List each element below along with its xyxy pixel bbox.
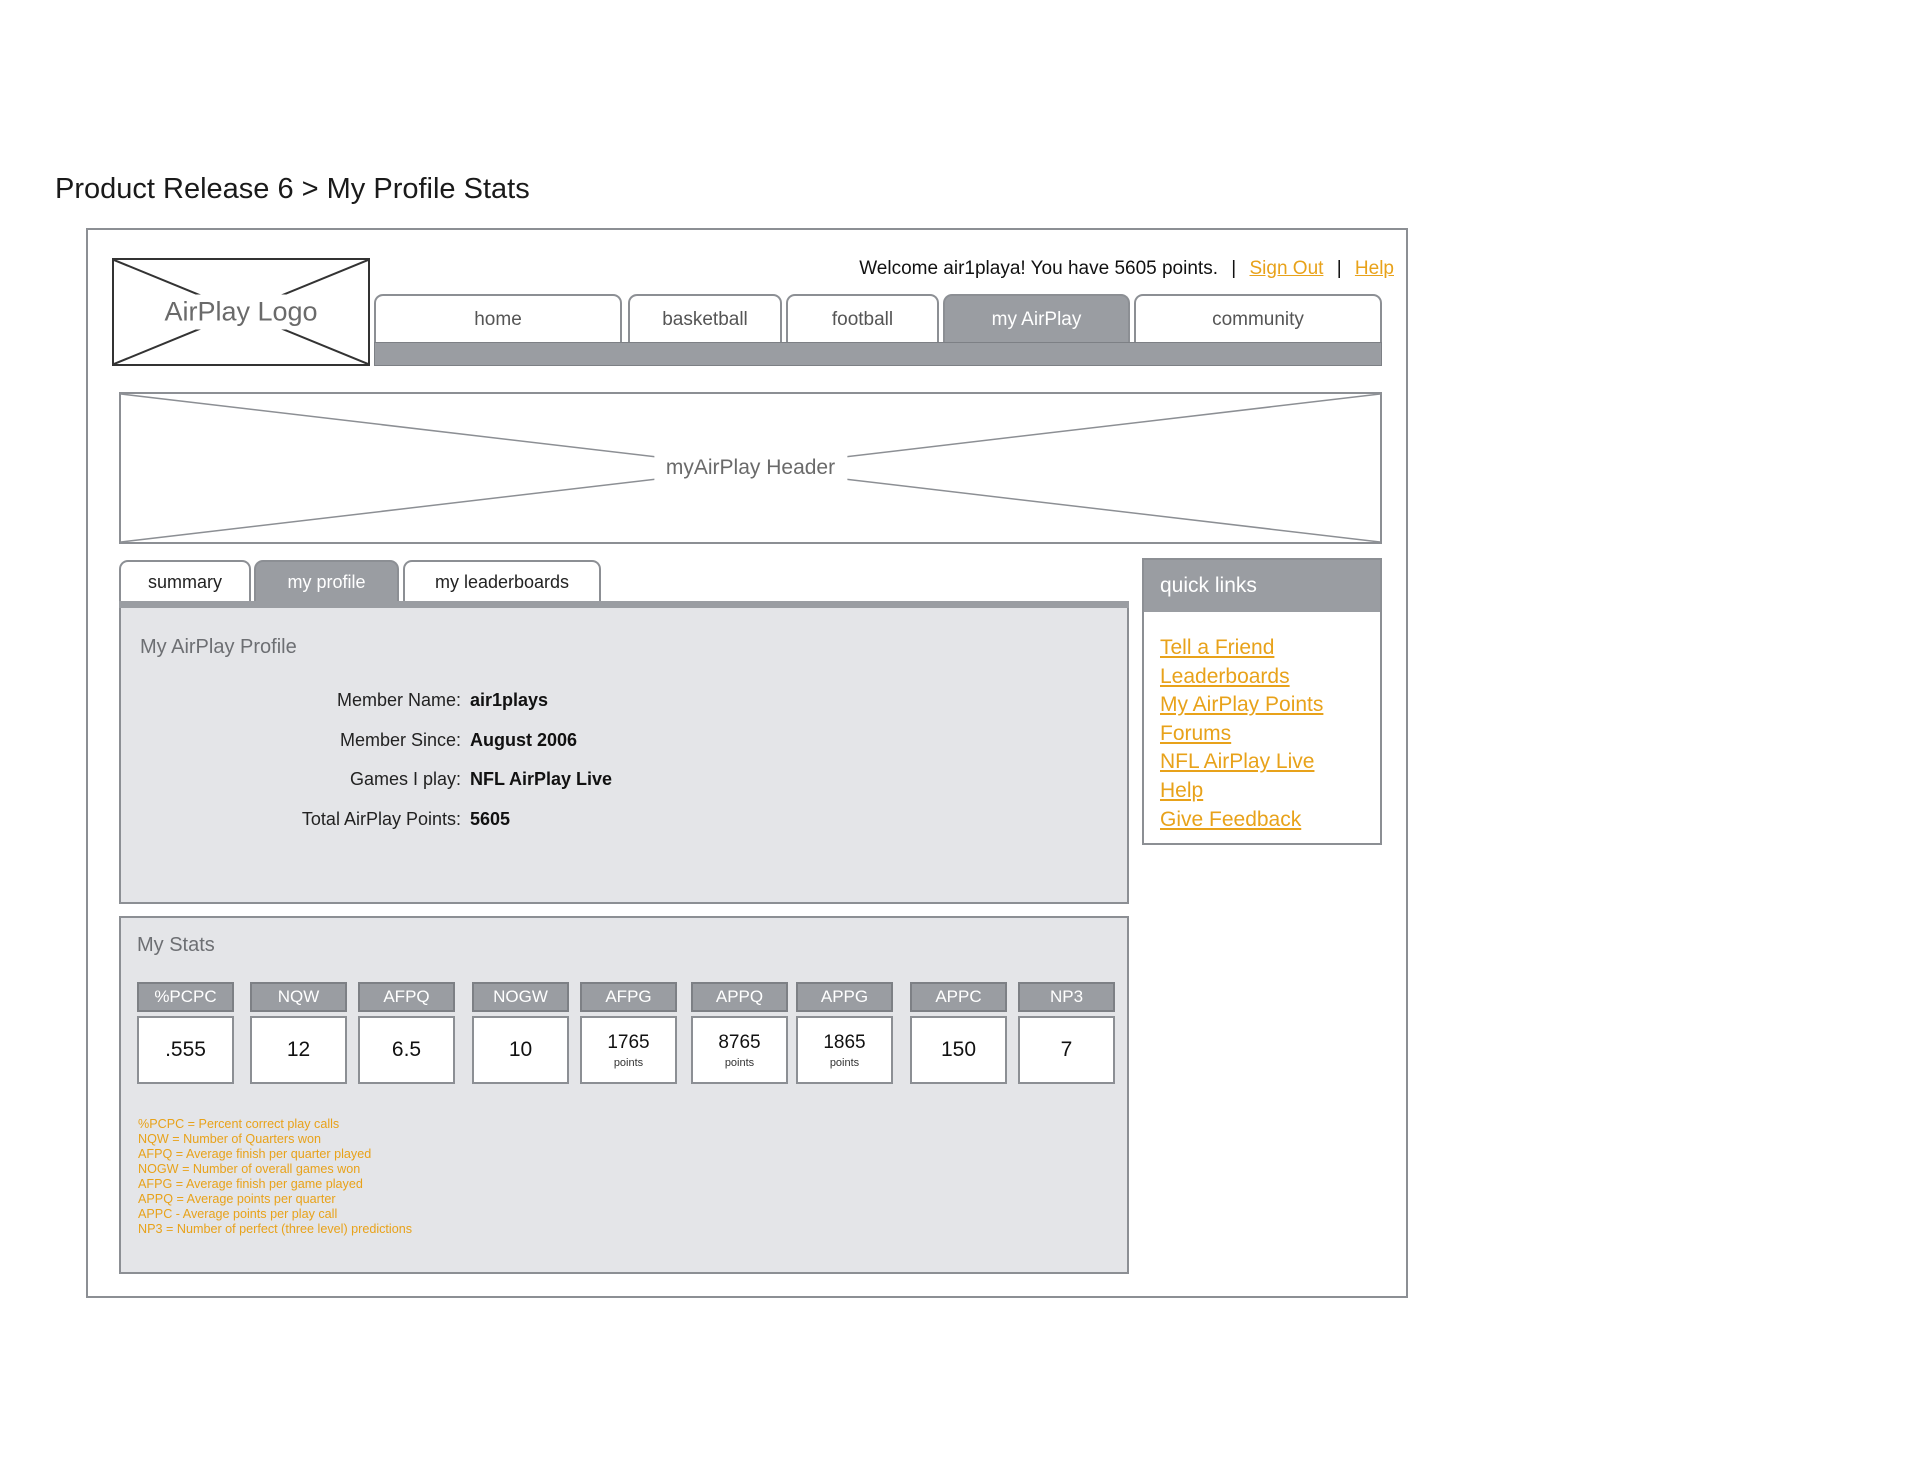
nav-tab-home[interactable]: home [374,294,622,344]
field-label: Member Since: [339,730,461,750]
legend-line: NP3 = Number of perfect (three level) predictions [138,1222,413,1236]
myairplay-header-banner [119,392,1382,544]
stat-value: 150 [940,1038,977,1061]
separator: | [1336,258,1342,279]
stat-afpq [358,982,455,1084]
stats-panel [119,916,1129,1274]
welcome-message: Welcome air1playa! You have 5605 points. [859,258,1218,279]
stat-value: 7 [1060,1038,1073,1061]
stat-key: %PCPC [137,982,234,1012]
stat-afpg [580,982,677,1084]
stat-appg [796,982,893,1084]
stat-nqw [250,982,347,1084]
legend-line: NOGW = Number of overall games won [138,1162,361,1176]
stat-value-box [358,1016,455,1084]
field-label: Total AirPlay Points: [301,809,461,829]
quick-link-give-feedback[interactable]: Give Feedback [1160,807,1302,831]
nav-tab-community[interactable]: community [1134,294,1382,344]
quick-link-tell-a-friend[interactable]: Tell a Friend [1160,636,1275,659]
stat-value: 1865 [823,1031,866,1053]
stat-nogw [472,982,569,1084]
stats-legend [138,1117,412,1237]
legend-line: %PCPC = Percent correct play calls [138,1117,340,1131]
quick-link-help[interactable]: Help [1160,778,1204,802]
airplay-logo[interactable] [112,258,370,366]
field-label: Member Name: [336,690,461,710]
legend-line: APPC - Average points per play call [138,1207,338,1221]
stat-unit: points [613,1056,644,1069]
stat-key: NOGW [472,982,569,1012]
stat-key: AFPG [580,982,677,1012]
logo-label: AirPlay Logo [156,295,325,330]
stat-value-box [910,1016,1007,1084]
nav-tab-my-airplay[interactable]: my AirPlay [943,294,1130,344]
stat-appc [910,982,1007,1084]
nav-tab-basketball[interactable]: basketball [628,294,782,344]
nav-underline-bar [374,342,1382,366]
quick-links-list [1160,634,1323,834]
stats-title: My Stats [137,934,215,956]
tab-my-profile[interactable]: my profile [254,560,399,603]
stat-value-box [472,1016,569,1084]
nav-tab-football[interactable]: football [786,294,939,344]
legend-line: APPQ = Average points per quarter [138,1192,336,1206]
stat-unit: points [829,1056,860,1069]
quick-link-forums[interactable]: Forums [1160,721,1232,745]
sign-out-link[interactable]: Sign Out [1249,258,1324,279]
legend-line: NQW = Number of Quarters won [138,1132,322,1146]
stat-value: .555 [165,1038,206,1061]
field-value: 5605 [470,809,511,829]
stat-value-box [796,1016,893,1084]
separator: | [1231,258,1237,279]
stat-key: APPC [910,982,1007,1012]
stat-value-box [137,1016,234,1084]
stat-key: NQW [250,982,347,1012]
help-link[interactable]: Help [1354,258,1394,279]
stat-value: 1765 [607,1031,650,1053]
field-label: Games I play: [349,769,461,789]
profile-field-games [121,769,1131,799]
header-label: myAirPlay Header [654,454,847,482]
stat-value: 6.5 [391,1038,422,1061]
quick-links-title: quick links [1144,560,1380,612]
profile-field-member-name [121,690,1131,720]
stat-key: APPG [796,982,893,1012]
profile-title: My AirPlay Profile [140,636,297,658]
stat-pcpc [137,982,234,1084]
stat-np3 [1018,982,1115,1084]
profile-field-total-points [121,809,1131,839]
stat-value-box [1018,1016,1115,1084]
stat-key: APPQ [691,982,788,1012]
profile-field-member-since [121,730,1131,760]
stat-value: 10 [508,1038,533,1061]
quick-link-my-airplay-points[interactable]: My AirPlay Points [1160,693,1324,717]
quick-link-leaderboards[interactable]: Leaderboards [1160,664,1290,688]
quick-links-panel [1142,558,1382,845]
quick-link-nfl-airplay-live[interactable]: NFL AirPlay Live [1160,750,1315,774]
field-value: NFL AirPlay Live [470,769,613,789]
stat-value-box [580,1016,677,1084]
legend-line: AFPG = Average finish per game played [138,1177,363,1191]
stat-key: NP3 [1018,982,1115,1012]
stat-value: 12 [286,1038,311,1061]
stat-value-box [691,1016,788,1084]
legend-line: AFPQ = Average finish per quarter played [138,1147,372,1161]
field-value: air1plays [470,690,549,710]
profile-panel [119,608,1129,904]
tab-summary[interactable]: summary [119,560,251,603]
stat-unit: points [724,1056,755,1069]
tab-my-leaderboards[interactable]: my leaderboards [403,560,601,603]
stat-appq [691,982,788,1084]
stat-value-box [250,1016,347,1084]
field-value: August 2006 [470,730,578,750]
subtab-underline-bar [119,601,1129,608]
page-title: Product Release 6 > My Profile Stats [55,173,530,205]
stat-value: 8765 [718,1031,761,1053]
account-bar [859,258,1394,280]
stat-key: AFPQ [358,982,455,1012]
